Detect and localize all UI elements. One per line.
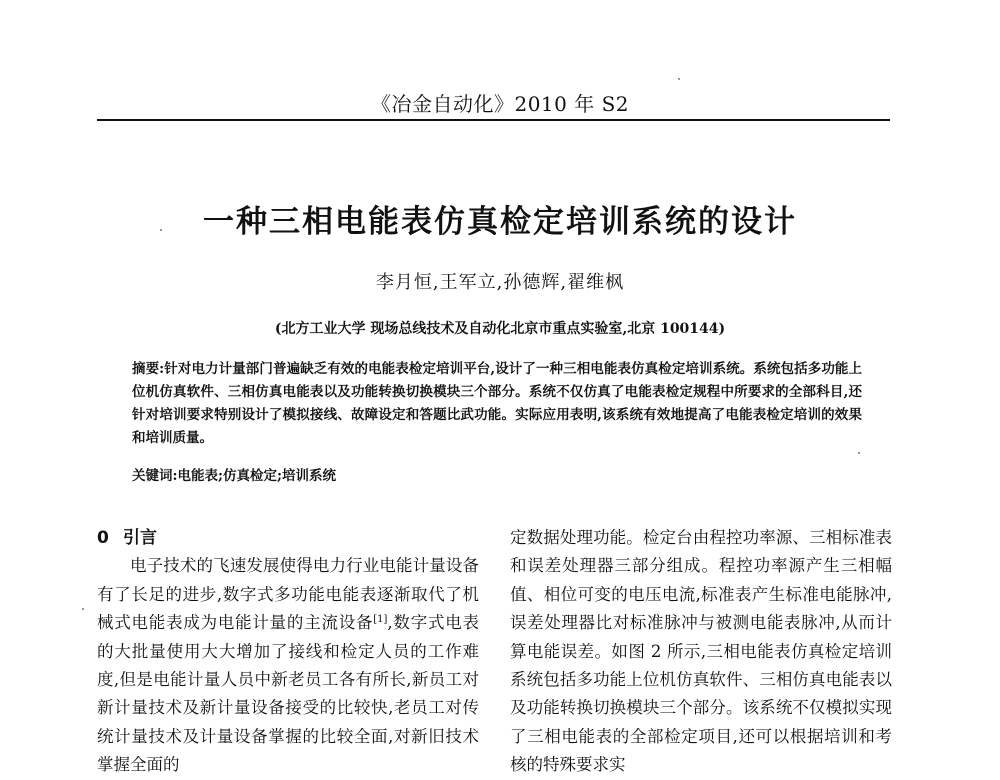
intro-text-b: ,数字式电表的大批量使用大大增加了接线和检定人员的工作难度,但是电能计量人员中新老员工各有所长,新员工对新计量技术及新计量设备接受的比较快,老员工对传统计量技术及计量设备掌握的比较全面,对新旧技术掌握全面的 [97,613,479,775]
intro-paragraph [97,552,479,779]
scan-speck [160,229,162,231]
abstract-label: 摘要: [132,361,165,377]
keywords-text: 电能表;仿真检定;培训系统 [177,468,336,484]
section-title: 引言 [123,528,157,548]
scan-speck [678,78,680,80]
scan-speck [858,452,860,454]
abstract [132,358,862,450]
keywords [132,464,862,484]
section-number: 0 [97,528,109,548]
section-heading [97,524,479,552]
intro-text-a: 电子技术的飞速发展使得电力行业电能计量设备有了长足的进步,数字式多功能电能表逐渐取代了机械式电能表成为电能计量的主流设备 [97,556,479,633]
right-paragraph: 定数据处理功能。检定台由程控功率源、三相标准表和误差处理器三部分组成。程控功率源产生三相幅值、相位可变的电压电流,标准表产生标准电能脉冲,误差处理器比对标准脉冲与被测电能表脉冲,从而计算电能误差。如图 2 所示,三相电能表仿真检定培训系统包括多功能上位机仿真软件、三相仿真电能表以及功能转换切换模块三个部分。该系统不仅模拟实现了三相电能表的全部检定项目,还可以根据培训和考核的特殊要求实 [510,528,892,775]
header-rule [97,119,890,121]
right-column [510,524,892,780]
paper-title: 一种三相电能表仿真检定培训系统的设计 [203,204,797,240]
scan-speck [82,608,84,610]
abstract-text: 针对电力计量部门普遍缺乏有效的电能表检定培训平台,设计了一种三相电能表仿真检定培训系统。系统包括多功能上位机仿真软件、三相仿真电能表以及功能转换切换模块三个部分。系统不仅仿真了电能表检定规程中所要求的全部科目,还针对培训要求特别设计了模拟接线、故障设定和答题比武功能。实际应用表明,该系统有效地提高了电能表检定培训的效果和培训质量。 [132,361,863,446]
left-column [97,524,479,780]
journal-header: 《冶金自动化》2010 年 S2 [370,92,630,116]
paper-authors: 李月恒,王军立,孙德辉,翟维枫 [375,272,625,293]
citation-ref: [1] [373,614,388,626]
keywords-label: 关键词: [132,468,178,484]
paper-affiliation: (北方工业大学 现场总线技术及自动化北京市重点实验室,北京 100144) [274,321,726,337]
